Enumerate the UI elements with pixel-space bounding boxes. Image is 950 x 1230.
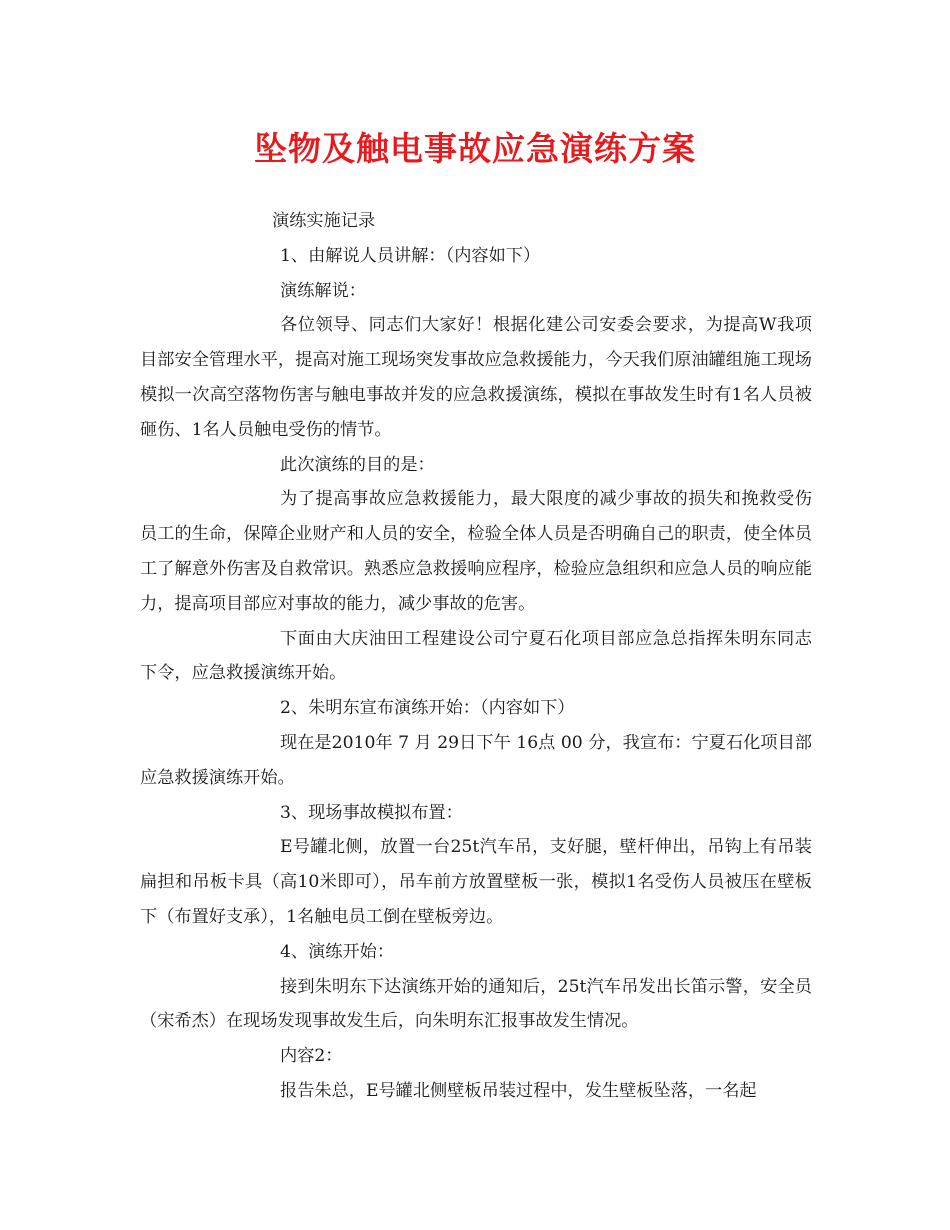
step-4-heading: 4、演练开始：	[280, 941, 395, 962]
report-paragraph: 报告朱总，E号罐北侧壁板吊装过程中，发生壁板坠落，一名起	[280, 1080, 757, 1101]
drill-start-paragraph: 接到朱明东下达演练开始的通知后，25t汽车吊发出长笛示警，安全员（宋希杰）在现场发现事故发生后，向朱明东汇报事故发生情况。	[140, 976, 812, 1032]
document-body	[140, 204, 812, 1109]
step-3-heading: 3、现场事故模拟布置：	[280, 802, 463, 823]
purpose-paragraph: 为了提高事故应急救援能力，最大限度的减少事故的损失和挽救受伤员工的生命，保障企业财产和人员的安全，检验全体人员是否明确自己的职责，使全体员工了解意外伤害及自救常识。熟悉应急救援响应程序，检验应急组织和应急人员的响应能力，提高项目部应对事故的能力，减少事故的危害。	[140, 489, 812, 614]
purpose-label: 此次演练的目的是：	[280, 454, 435, 475]
announcement-paragraph: 现在是2010年 7 月 29日下午 16点 00 分，我宣布：宁夏石化项目部应急救援演练开始。	[140, 732, 812, 788]
content-2-label: 内容2：	[280, 1046, 343, 1067]
step-2-heading: 2、朱明东宣布演练开始：（内容如下）	[280, 698, 575, 719]
step-1-heading: 1、由解说人员讲解：（内容如下）	[280, 245, 541, 266]
document-title: 坠物及触电事故应急演练方案	[254, 129, 696, 168]
narration-label: 演练解说：	[280, 280, 366, 301]
command-paragraph: 下面由大庆油田工程建设公司宁夏石化项目部应急总指挥朱明东同志下令，应急救援演练开始。	[140, 628, 812, 684]
scene-setup-paragraph: E号罐北侧，放置一台25t汽车吊，支好腿，壁杆伸出，吊钩上有吊装扁担和吊板卡具（高10米即可），吊车前方放置壁板一张，模拟1名受伤人员被压在壁板下（布置好支承），1名触电员工倒在壁板旁边。	[140, 837, 812, 927]
narration-paragraph: 各位领导、同志们大家好！根据化建公司安委会要求，为提高W我项目部安全管理水平，提高对施工现场突发事故应急救援能力，今天我们原油罐组施工现场模拟一次高空落物伤害与触电事故并发的应急救援演练，模拟在事故发生时有1名人员被砸伤、1名人员触电受伤的情节。	[140, 315, 812, 440]
section-heading-drill-record: 演练实施记录	[272, 211, 376, 231]
